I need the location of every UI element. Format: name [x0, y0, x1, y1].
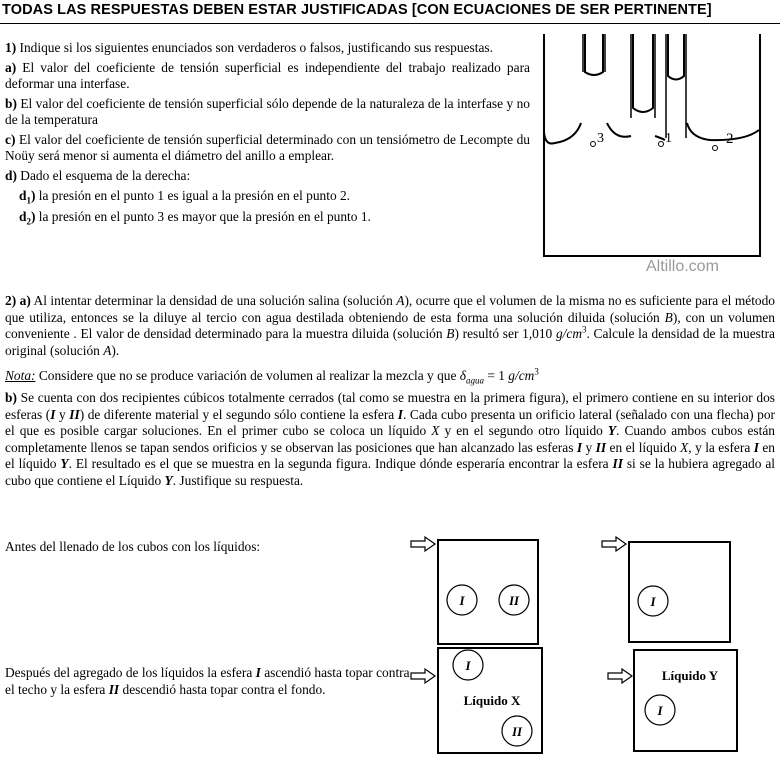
q2-b-y: y [55, 406, 70, 422]
q2-b-I4: I [753, 439, 759, 455]
q1-b-text: El valor del coeficiente de tensión superficial sólo depende de la naturaleza de la interfase y no de la temperatura [5, 95, 530, 127]
q2-b-II: II [69, 406, 80, 422]
liquid-surface-left [544, 123, 581, 144]
sphere-I-label: I [657, 703, 663, 718]
sphere-II-label: II [511, 724, 523, 739]
q2-a-text-3: ), con un volumen conveniente . El valor de densidad determinado para la muestra diluida (solución [5, 309, 775, 341]
q1-d1-text: la presión en el punto 1 es igual a la presión en el punto 2. [38, 188, 351, 203]
q2-b-text-2: ) de diferente material y el segundo sólo contiene la esfera [79, 406, 398, 422]
q2-nota-eq: = 1 [483, 368, 509, 383]
q2-a-unit-exp: 3 [582, 324, 587, 335]
q2-b-label: b) [5, 390, 17, 405]
q2-b-X: X [431, 423, 440, 438]
capillary-tube-2 [633, 34, 653, 112]
capillary-tube-1 [585, 34, 603, 75]
fill-arrow-icon [411, 669, 435, 683]
q1-d-text: Dado el esquema de la derecha: [20, 167, 191, 183]
q2-number: 2) [5, 293, 17, 308]
q1-item-d1 [5, 188, 530, 205]
capillary-diagram [535, 28, 780, 268]
sphere-I-label: I [465, 658, 471, 673]
sphere-I-label: I [650, 594, 656, 609]
q2-b-Y: Y [607, 423, 617, 438]
cubes-figure [405, 530, 780, 757]
q1-c-label: c) [5, 131, 16, 147]
q2-b-I: I [50, 406, 56, 422]
point-2-label: 2 [726, 131, 734, 147]
capillary-tube-3 [668, 34, 684, 80]
after-caption-1: Después del agregado de los líquidos la esfera [5, 665, 256, 680]
q2-a-A: A [396, 293, 405, 308]
q1-d2-label: d [19, 208, 27, 224]
q2-b-text-8: en el líquido [5, 439, 775, 471]
q2-a-unit: g/cm [555, 326, 582, 341]
header-divider [0, 23, 780, 24]
q2-b-II3: II [612, 456, 623, 471]
sphere-I-label: I [459, 593, 465, 608]
q2-b-text-3: . Cada cubo presenta un orificio lateral (señalado con una flecha) por el que es posible cargar soluciones. En el primer cubo se coloca un líquido [5, 406, 776, 438]
q2-nota [5, 368, 775, 385]
q2-part-b [5, 390, 775, 489]
q1-b-label: b) [5, 95, 17, 111]
after-caption-2: ascendió hasta topar contra el techo y la esfera [5, 665, 410, 697]
point-2-marker [713, 146, 718, 151]
after-caption [5, 665, 410, 698]
q2-nota-label: Nota: [5, 368, 36, 383]
q2-b-text-5: . Cuando ambos cubos están completamente llenos se tapan sendos orificios y se observan las posiciones que han alcanzado las esferas [5, 423, 775, 455]
q2-nota-unit: g/cm [508, 368, 535, 383]
q1-item-d2 [5, 209, 530, 226]
q1-intro-text: Indique si los siguientes enunciados son verdaderos o falsos, justificando sus respuestas. [19, 40, 493, 55]
q2-part-a [5, 293, 775, 359]
q1-d-label: d) [5, 167, 17, 183]
fill-arrow-icon [602, 537, 626, 551]
q2-b-II2: II [595, 439, 607, 455]
fill-arrow-icon [608, 669, 632, 683]
q2-nota-delta: δ [459, 368, 466, 383]
q2-b-text-11: . Justifique su respuesta. [172, 472, 304, 488]
q2-nota-text: Considere que no se produce variación de volumen al realizar la mezcla y que [35, 368, 460, 383]
q2-b-text-9: . El resultado es el que se muestra en la segunda figura. Indique dónde esperaría encontrar la esfera [68, 456, 613, 471]
before-caption: Antes del llenado de los cubos con los líquidos: [5, 539, 261, 554]
liquid-x-label: Líquido X [463, 693, 521, 708]
q2-b-X2: X [680, 439, 689, 455]
point-3-label: 3 [597, 131, 604, 146]
capillary-tube-1-walls [583, 34, 605, 72]
q1-intro [5, 40, 530, 57]
after-caption-I: I [255, 665, 261, 680]
q1-d1-close: ) [30, 188, 36, 203]
watermark: Altillo.com [646, 258, 719, 275]
q1-a-label: a) [5, 59, 17, 75]
q2-a-text-6: ). [111, 342, 120, 358]
q2-a-label: a) [19, 293, 31, 308]
q2-b-Y2: Y [60, 456, 69, 471]
q2-nota-sub: agua [465, 375, 484, 386]
q2-a-text-4: ) resultó ser 1,010 [454, 326, 556, 341]
capillary-tube-2-walls [631, 34, 655, 118]
q1-d2-close: ) [30, 208, 36, 224]
q2-b-text-6: en el líquido [606, 439, 681, 455]
q2-a-text-2: ), ocurre que el volumen de la misma no es suficiente para el método que utiliza, entonces se la diluye al tercio con agua destilada obteniendo de esta forma una solución diluida (solución [5, 293, 775, 325]
q2-b-text-1: Se cuenta con dos recipientes cúbicos totalmente cerrados (tal como se muestra en la primera figura), el primero contiene en su interior dos esferas ( [5, 390, 775, 422]
fill-arrow-icon [411, 537, 435, 551]
q2-b-I3: I [576, 439, 583, 455]
q1-item-a [5, 60, 530, 93]
q2-b-text-4: y en el segundo otro líquido [439, 423, 608, 438]
question-1 [5, 40, 530, 225]
page-header: TODAS LAS RESPUESTAS DEBEN ESTAR JUSTIFICADAS [CON ECUACIONES DE SER PERTINENTE] [2, 2, 712, 18]
q1-number: 1) [5, 40, 17, 55]
q1-a-text: El valor del coeficiente de tensión superficial es independiente del trabajo realizado para deformar una interfase. [5, 59, 530, 91]
q1-d2-text: la presión en el punto 3 es mayor que la presión en el punto 1. [38, 208, 371, 224]
q2-a-B: B [664, 309, 673, 325]
liquid-surface-mid2 [655, 136, 665, 140]
q1-c-text: El valor del coeficiente de tensión superficial determinado con un tensiómetro de Lecompte du Noüy será menor si aumenta el diámetro del anillo a emplear. [5, 131, 530, 163]
point-1-label: 1 [665, 131, 672, 146]
q2-a-text-1: Al intentar determinar la densidad de una solución salina (solución [33, 293, 397, 308]
liquid-surface-right [687, 123, 759, 140]
liquid-y-label: Líquido Y [661, 668, 719, 683]
q2-a-text-5: . Calcule la densidad de la muestra original (solución [5, 326, 775, 358]
q2-b-y2: y [582, 439, 596, 455]
liquid-surface-mid [607, 123, 631, 137]
q1-item-d [5, 168, 530, 185]
point-3-marker [591, 142, 596, 147]
q2-b-text-7: , y la esfera [688, 439, 754, 455]
q2-b-I2: I [397, 406, 404, 422]
q1-d1-sub: 1 [26, 195, 31, 206]
q1-item-c [5, 132, 530, 165]
q1-item-b [5, 96, 530, 129]
after-caption-3: descendió hasta topar contra el fondo. [119, 681, 326, 697]
sphere-II-label: II [508, 593, 520, 608]
after-caption-II: II [108, 681, 120, 697]
q2-b-Y3: Y [164, 472, 173, 488]
q2-nota-exp: 3 [534, 366, 539, 377]
q2-a-B2: B [446, 326, 455, 341]
q2-b-text-10: si se la hubiera agregado al cubo que contiene el Líquido [5, 456, 775, 488]
q2-a-A2: A [103, 342, 112, 358]
q1-d2-sub: 2 [26, 216, 31, 227]
point-1-marker [659, 142, 664, 147]
q1-d1-label: d [19, 188, 27, 203]
